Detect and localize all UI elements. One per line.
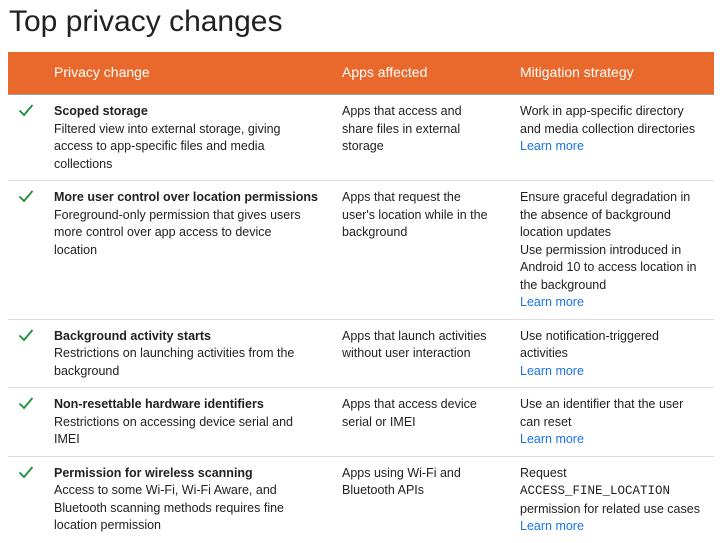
mitigation-prefix: Request [520,465,567,480]
header-check-column [8,52,38,95]
mitigation-text: Work in app-specific directory and media collection directories [520,104,696,136]
privacy-change-cell [38,95,326,181]
check-icon [18,328,34,342]
mitigation-suffix: permission for related use cases [520,501,700,516]
mitigation-text: Ensure graceful degradation in the absence of background location updates [520,190,691,239]
check-icon [18,189,34,203]
check-icon [18,103,34,117]
learn-more-link[interactable]: Learn more [520,432,584,446]
mitigation-cell [504,319,714,388]
check-icon [18,396,34,410]
table-row [8,456,714,543]
change-title: Non-resettable hardware identifiers [54,397,264,411]
change-description: Access to some Wi-Fi, Wi-Fi Aware, and Bluetooth scanning methods requires fine location permission [54,483,285,532]
apps-affected-cell: Apps using Wi-Fi and Bluetooth APIs [342,465,461,497]
apps-affected-cell: Apps that request the user's location while in the background [342,190,488,239]
table-row [8,181,714,320]
table-row [8,319,714,388]
privacy-change-cell [38,181,326,320]
permission-code: ACCESS_FINE_LOCATION [520,484,671,498]
privacy-changes-table [8,52,714,543]
change-title: Permission for wireless scanning [54,465,253,480]
mitigation-text: Use an identifier that the user can reset [520,397,684,429]
mitigation-cell [504,456,714,543]
change-title: More user control over location permissions [54,190,318,204]
apps-affected-cell: Apps that access device serial or IMEI [342,397,477,429]
change-title: Scoped storage [54,104,148,118]
page-title: Top privacy changes [9,5,283,38]
table-row [8,95,714,181]
mitigation-cell [504,388,714,457]
learn-more-link[interactable]: Learn more [520,519,584,533]
apps-affected-cell: Apps that launch activities without user interaction [342,328,487,360]
learn-more-link[interactable]: Learn more [520,139,584,153]
change-description: Foreground-only permission that gives users more control over app access to device location [54,207,301,257]
table-row [8,388,714,457]
check-icon [18,465,34,479]
header-apps-affected: Apps affected [342,64,428,81]
change-description: Restrictions on accessing device serial and IMEI [54,414,294,446]
apps-affected-cell: Apps that access and share files in external storage [342,104,462,153]
table-header-row [8,52,714,95]
privacy-change-cell [38,388,326,457]
privacy-change-cell [38,456,326,543]
change-description: Filtered view into external storage, giving access to app-specific files and media collections [54,121,281,171]
change-description: Restrictions on launching activities from the background [54,346,295,378]
mitigation-cell [504,95,714,181]
mitigation-cell [504,181,714,320]
learn-more-link[interactable]: Learn more [520,363,584,378]
mitigation-text [520,465,706,519]
header-mitigation-strategy: Mitigation strategy [520,64,634,81]
header-privacy-change: Privacy change [54,64,150,81]
mitigation-text: Use notification-triggered activities [520,328,659,360]
privacy-change-cell [38,319,326,388]
learn-more-link[interactable]: Learn more [520,295,584,309]
change-title: Background activity starts [54,328,211,343]
mitigation-text: Use permission introduced in Android 10 to access location in the background [520,242,697,292]
